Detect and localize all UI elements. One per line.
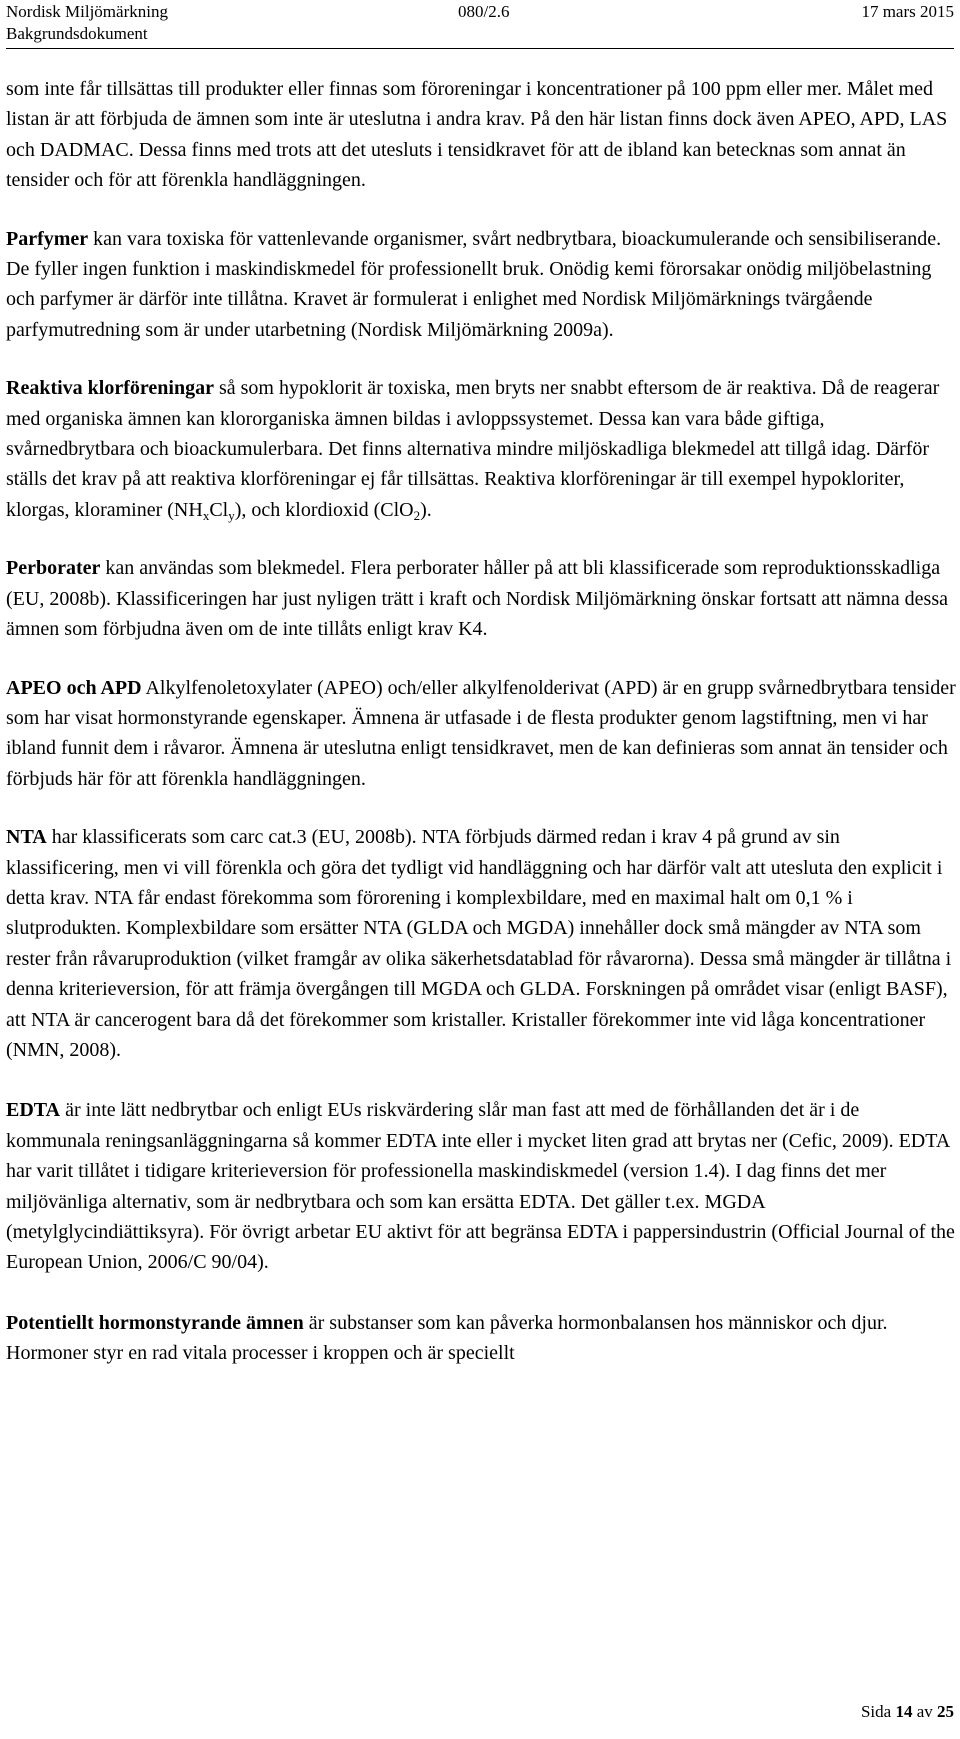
paragraph-text: kan användas som blekmedel. Flera perborater håller på att bli klassificerade som reproduktionsskadliga (EU, 2008b). Klassificeringen har just nyligen trätt i kraft och Nordisk Miljömärkning önskar fortsatt att nämna dessa ämnen som förbjudna även om de inte tillåts enligt krav K4. <box>6 557 949 641</box>
paragraph-text: har klassificerats som carc cat.3 (EU, 2008b). NTA förbjuds därmed redan i krav 4 på grund av sin klassificering, men vi vill förenkla och göra det tydligt vid handläggning och har därför valt att utesluta den explicit i detta krav. NTA får endast förekomma som förorening i komplexbildare, med en maximal halt om 0,1 % i slutprodukten. Komplexbildare som ersätter NTA (GLDA och MGDA) innehåller dock små mängder av NTA som rester från råvaruproduktion (vilket framgår av olika säkerhetsdatablad för råvarorna). Dessa små mängder är tillåtna i denna kriterieversion, för att främja övergången till MGDA och GLDA. Forskningen på området visar (enligt BASF), att NTA är cancerogent bara då det förekommer som kristaller. Kristaller förekommer inte vid låga koncentrationer (NMN, 2008). <box>6 826 952 1061</box>
footer-page-total: 25 <box>937 1702 954 1721</box>
paragraph-text: Alkylfenoletoxylater (APEO) och/eller alkylfenolderivat (APD) är en grupp svårnedbrytbara tensider som har visat hormonstyrande egenskaper. Ämnena är utfasade i de flesta produkter genom lagstiftning, men vi har ibland funnit dem i råvaror. Ämnena är uteslutna enligt tensidkravet, men de kan definieras som annat än tensider och förbjuds här för att förenkla handläggningen. <box>6 676 956 790</box>
paragraph-text: är inte lätt nedbrytbar och enligt EUs riskvärdering slår man fast att med de förhållanden det är i de kommunala reningsanläggningarna så kommer EDTA inte eller i mycket liten grad att brytas ner (Cefic, 2009). EDTA har varit tillåtet i tidigare kriterieversion för professionella maskindiskmedel (version 1.4). I dag finns det mer miljövänliga alternativ, som är nedbrytbara och som kan ersätta EDTA. Det gäller t.ex. MGDA (metylglycindiättiksyra). För övrigt arbetar EU aktivt för att begränsa EDTA i pappersindustrin (Official Journal of the European Union, 2006/C 90/04). <box>6 1099 955 1274</box>
header-document-type: Bakgrundsdokument <box>6 24 148 43</box>
paragraph-term: NTA <box>6 826 47 849</box>
paragraph-term: Perborater <box>6 557 101 580</box>
formula-cl: Cl <box>209 498 229 521</box>
paragraph-perborater <box>6 553 956 644</box>
footer-label: Sida <box>860 1702 896 1721</box>
header-organization: Nordisk Miljömärkning <box>6 2 168 21</box>
paragraph-text: som inte får tillsättas till produkter eller finnas som föroreningar i koncentrationer på 100 ppm eller mer. Målet med listan är att förbjuda de ämnen som inte är uteslutna i andra krav. På den här listan finns dock även APEO, APD, LAS och DADMAC. Dessa finns med trots att det utesluts i tensidkravet för att de ibland kan betecknas som annat än tensider och för att förenkla handläggningen. <box>6 78 948 192</box>
page-header <box>6 0 954 50</box>
paragraph-text: så som hypoklorit är toxiska, men bryts ner snabbt eftersom de är reaktiva. Då de reagerar med organiska ämnen kan klororganiska ämnen bildas i avloppssystemet. Dessa kan vara både giftiga, svårnedbrytbara och bioackumulerbara. Det finns alternativa mindre miljöskadliga blekmedel att tillgå idag. Därför ställs det krav på att reaktiva klorföreningar ej får tillsättas. Reaktiva klorföreningar är till exempel hypokloriter, klorgas, kloraminer (NH <box>6 377 940 521</box>
paragraph-term-apd: APD <box>100 676 142 699</box>
footer-page-number: 14 <box>895 1702 913 1721</box>
header-date: 17 mars 2015 <box>861 2 954 21</box>
paragraph-hormonstyrande <box>6 1308 956 1369</box>
paragraph-parfymer <box>6 224 956 346</box>
header-document-id: 080/2.6 <box>458 2 510 21</box>
paragraph-apeo-apd <box>6 673 956 795</box>
paragraph-term: EDTA <box>6 1099 61 1122</box>
paragraph-term: Reaktiva klorföreningar <box>6 377 214 400</box>
paragraph-edta <box>6 1095 956 1277</box>
paragraph-nta <box>6 822 956 1065</box>
subscript-x: x <box>202 507 210 523</box>
page-footer <box>861 1700 954 1724</box>
paragraph-text-end: ). <box>420 498 432 521</box>
subscript-y: y <box>228 507 235 523</box>
paragraph-substance-list <box>6 74 956 196</box>
paragraph-term: Parfymer <box>6 227 89 250</box>
paragraph-reaktiva-klorforeningar <box>6 373 956 525</box>
paragraph-text-mid: ), och klordioxid (ClO <box>234 498 414 521</box>
paragraph-term-connector: och <box>61 676 101 699</box>
document-body <box>6 74 956 1397</box>
paragraph-term-apeo: APEO <box>6 676 62 699</box>
paragraph-text: är substanser som kan påverka hormonbalansen hos människor och djur. Hormoner styr en rad vitala processer i kroppen och är speciellt <box>6 1311 888 1365</box>
footer-of: av <box>912 1702 937 1721</box>
header-divider <box>6 48 954 49</box>
subscript-2: 2 <box>413 507 421 523</box>
paragraph-text: kan vara toxiska för vattenlevande organismer, svårt nedbrytbara, bioackumulerande och sensibiliserande. De fyller ingen funktion i maskindiskmedel för professionellt bruk. Onödig kemi förorsakar onödig miljöbelastning och parfymer är därför inte tillåtna. Kravet är formulerat i enlighet med Nordisk Miljömärknings tvärgående parfymutredning som är under utarbetning (Nordisk Miljömärkning 2009a). <box>6 227 942 341</box>
paragraph-term: Potentiellt hormonstyrande ämnen <box>6 1311 304 1334</box>
